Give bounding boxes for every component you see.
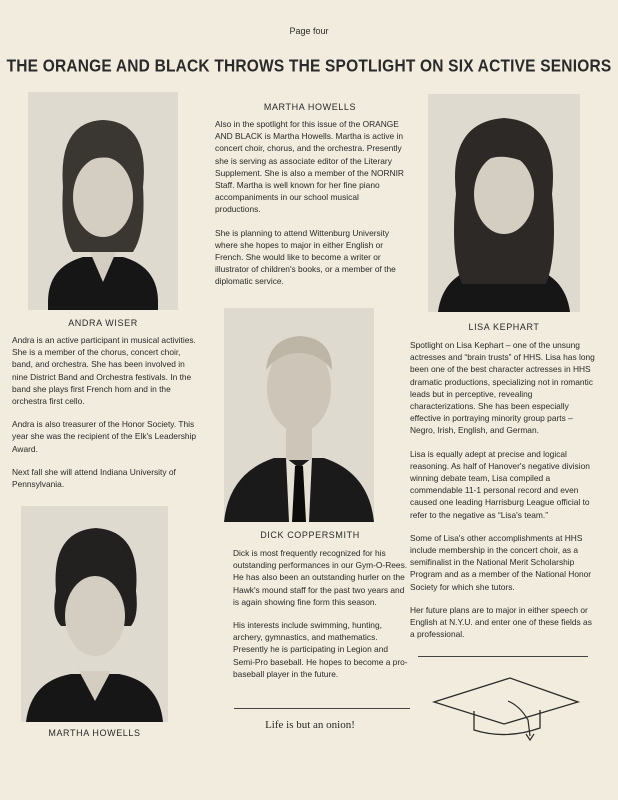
lisa-bio bbox=[410, 339, 598, 651]
lisa-bio-p1: Spotlight on Lisa Kephart – one of the unsung actresses and “brain trusts” of HHS. Lisa has long been one of the best character actresses in HHS dramatic productions, specializing not in romantic leads but in perceptive, revealing characterizations. She has been especially effective in portraying minority group parts – Negro, Irish, English, and German. bbox=[410, 340, 595, 436]
page-headline: THE ORANGE AND BLACK THROWS THE SPOTLIGHT ON SIX ACTIVE SENIORS bbox=[6, 56, 612, 77]
motto-divider bbox=[234, 708, 410, 709]
page-number: Page four bbox=[289, 26, 329, 36]
dick-bio-p2: His interests include swimming, hunting, archery, gymnastics, and mathematics. Presently he is participating in Legion and Semi-Pro baseball. He hopes to become a pro-baseball player in the future. bbox=[233, 620, 408, 679]
andra-bio-p2: Andra is also treasurer of the Honor Society. This year she was the recipient of the Elk's Leadership Award. bbox=[12, 419, 197, 454]
lisa-bio-p3: Some of Lisa's other accomplishments at HHS include membership in the concert choir, as a semifinalist in the National Merit Scholarship Program and as a member of the National Honor Society for which she tutors. bbox=[410, 532, 592, 592]
graduation-cap-icon bbox=[432, 664, 582, 742]
lisa-name: LISA KEPHART bbox=[468, 322, 540, 332]
martha-bio-p2: She is planning to attend Wittenburg University where she hopes to major in either English or French. She would like to become a writer or illustrator of children's books, or a member of the diplomatic service. bbox=[215, 227, 396, 287]
andra-bio-p3: Next fall she will attend Indiana University of Pennsylvania. bbox=[12, 466, 176, 490]
martha-bio-p1: Also in the spotlight for this issue of the ORANGE AND BLACK is Martha Howells. Martha is active in concert choir, chorus, and the orchestra. Presently she is serving as associate editor of the Literary Supplement. She is also a member of the NORNIR Staff. Martha is well known for her fine piano accompaniments in our school musical productions. bbox=[215, 119, 404, 215]
martha-caption: MARTHA HOWELLS bbox=[48, 728, 141, 738]
martha-bio bbox=[215, 118, 405, 299]
dick-bio bbox=[233, 547, 411, 691]
portrait-andra-wiser bbox=[28, 92, 178, 310]
dick-name: DICK COPPERSMITH bbox=[260, 530, 360, 540]
portrait-martha-howells bbox=[21, 506, 168, 722]
portrait-lisa-kephart bbox=[428, 94, 580, 312]
portrait-dick-coppersmith bbox=[224, 308, 374, 522]
martha-name: MARTHA HOWELLS bbox=[263, 102, 357, 112]
lisa-bio-p4: Her future plans are to major in either speech or English at N.Y.U. and enter one of these fields as a professional. bbox=[410, 604, 592, 640]
andra-bio bbox=[12, 334, 198, 501]
motto-text: Life is but an onion! bbox=[265, 719, 355, 731]
andra-name: ANDRA WISER bbox=[68, 318, 138, 328]
lisa-bio-p2: Lisa is equally adept at precise and logical reasoning. As half of Hanover's negative division winning debate team, Lisa compiled a commendable 11-1 personal record and even caused one leading Harrisburg League official to refer to the negative as “Lisa's team.” bbox=[410, 448, 590, 520]
andra-bio-p1: Andra is an active participant in musical activities. She is a member of the chorus, concert choir, band, and orchestra. She has been involved in nine District Band and Orchestra festivals. In the band she plays first French horn and in the orchestra first cello. bbox=[12, 335, 196, 407]
lisa-divider bbox=[418, 656, 588, 657]
dick-bio-p1: Dick is most frequently recognized for his outstanding performances in our Gym-O-Rees. He has also been an outstanding hurler on the Hawk's mound staff for the past two years and is again showing fine form this season. bbox=[233, 548, 408, 607]
